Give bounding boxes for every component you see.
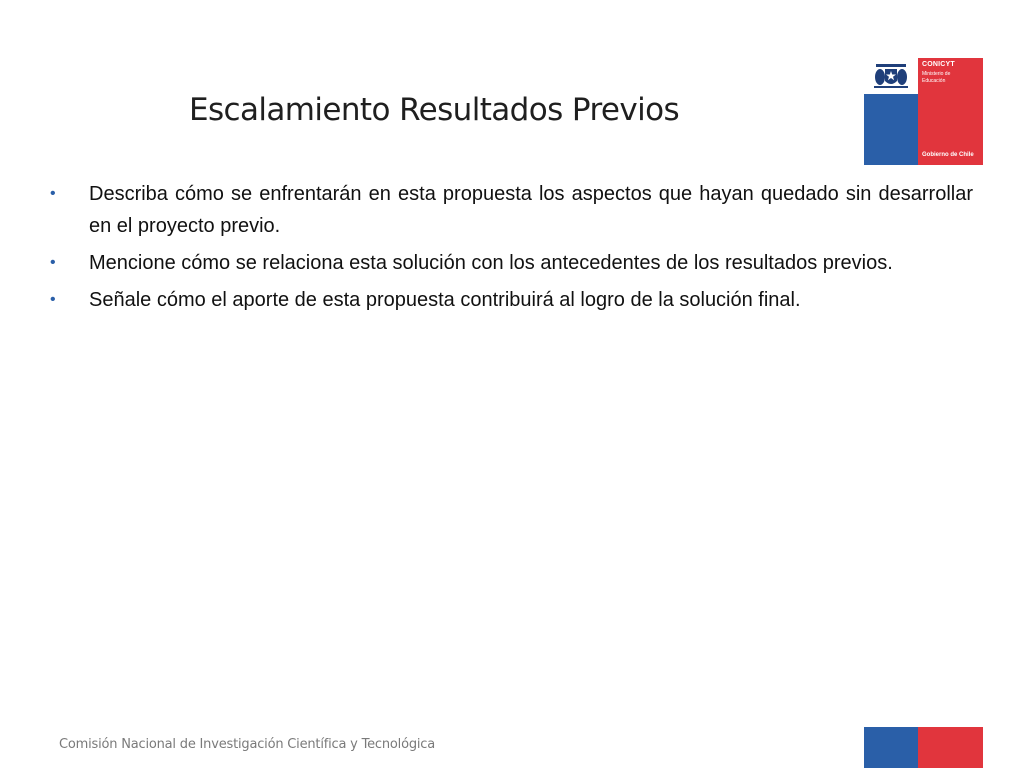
logo-ministry-line2: Educación [922, 78, 946, 84]
bullet-icon: • [50, 254, 56, 271]
bullet-text: Describa cómo se enfrentarán en esta propuesta los aspectos que hayan quedado sin desarrollar en el proyecto previo. [89, 183, 973, 237]
logo-blue-panel [864, 58, 918, 165]
footer-flag-red [918, 727, 983, 768]
conicyt-logo [864, 58, 983, 165]
logo-ministry [922, 71, 950, 85]
bullet-item [48, 178, 973, 242]
coat-of-arms-icon [868, 61, 914, 91]
footer-flag-bar [864, 727, 983, 768]
bullet-item [48, 284, 973, 316]
logo-org-name: CONICYT [922, 61, 955, 68]
bullet-text: Mencione cómo se relaciona esta solución con los antecedentes de los resultados previos. [89, 252, 893, 274]
logo-government: Gobierno de Chile [922, 152, 974, 158]
bullet-item [48, 247, 973, 279]
bullet-text: Señale cómo el aporte de esta propuesta contribuirá al logro de la solución final. [89, 289, 801, 311]
footer-organization: Comisión Nacional de Investigación Científica y Tecnológica [59, 737, 436, 752]
slide-title: Escalamiento Resultados Previos [189, 92, 680, 128]
bullet-icon: • [50, 291, 56, 308]
logo-crest-area [864, 58, 918, 94]
bullet-icon: • [50, 185, 56, 202]
logo-ministry-line1: Ministerio de [922, 71, 951, 77]
bullet-list [48, 178, 973, 321]
footer-flag-blue [864, 727, 918, 768]
logo-red-panel [918, 58, 983, 165]
